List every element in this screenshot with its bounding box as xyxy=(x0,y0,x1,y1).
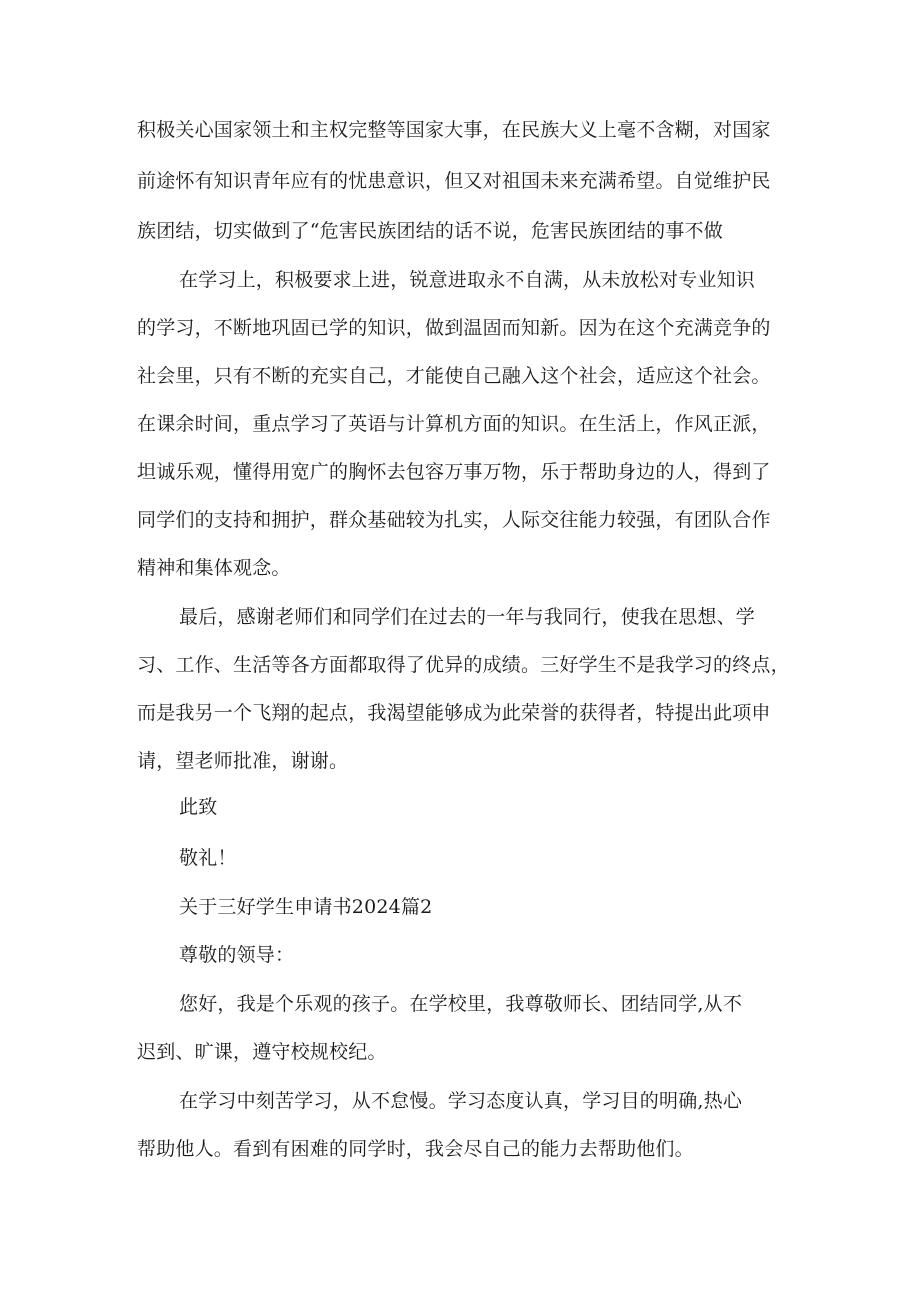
text-line: 精神和集体观念。 xyxy=(137,557,291,579)
text-line: 而是我另一个飞翔的起点，我渴望能够成为此荣誉的获得者，特提出此项申 xyxy=(137,702,771,724)
text-line: 在课余时间，重点学习了英语与计算机方面的知识。在生活上，作风正派， xyxy=(137,413,771,435)
text-line: 族团结，切实做到了“危害民族团结的话不说，危害民族团结的事不做 xyxy=(137,220,723,242)
text-line: 社会里，只有不断的充实自己，才能使自己融入这个社会，适应这个社会。 xyxy=(137,365,771,387)
text-line: 最后，感谢老师们和同学们在过去的一年与我同行，使我在思想、学 xyxy=(179,606,756,628)
text-line: 您好，我是个乐观的孩子。在学校里，我尊敬师长、团结同学,从不 xyxy=(179,993,743,1015)
text-line: 请，望老师批准，谢谢。 xyxy=(137,750,349,772)
text-line: 的学习，不断地巩固已学的知识，做到温固而知新。因为在这个充满竞争的 xyxy=(137,317,771,339)
salutation: 尊敬的领导： xyxy=(179,944,295,966)
text-line: 积极关心国家领土和主权完整等国家大事，在民族大义上毫不含糊，对国家 xyxy=(137,119,771,141)
text-line: 同学们的支持和拥护，群众基础较为扎实，人际交往能力较强，有团队合作 xyxy=(137,509,771,531)
closing-salute: 敬礼！ xyxy=(179,847,237,869)
text-line: 前途怀有知识青年应有的忧患意识，但又对祖国未来充满希望。自觉维护民 xyxy=(137,170,771,192)
text-line: 在学习中刻苦学习，从不怠慢。学习态度认真，学习目的明确,热心 xyxy=(179,1090,743,1112)
text-line: 帮助他人。看到有困难的同学时，我会尽自己的能力去帮助他们。 xyxy=(137,1138,694,1160)
section-title: 关于三好学生申请书2024篇2 xyxy=(179,896,433,918)
text-line: 坦诚乐观，懂得用宽广的胸怀去包容万事万物，乐于帮助身边的人，得到了 xyxy=(137,461,771,483)
text-line: 在学习上，积极要求上进，锐意进取永不自满，从未放松对专业知识 xyxy=(179,269,756,291)
text-line: 迟到、旷课，遵守校规校纪。 xyxy=(137,1041,387,1063)
closing-regards: 此致 xyxy=(179,796,218,818)
text-line: 习、工作、生活等各方面都取得了优异的成绩。三好学生不是我学习的终点， xyxy=(137,654,790,676)
